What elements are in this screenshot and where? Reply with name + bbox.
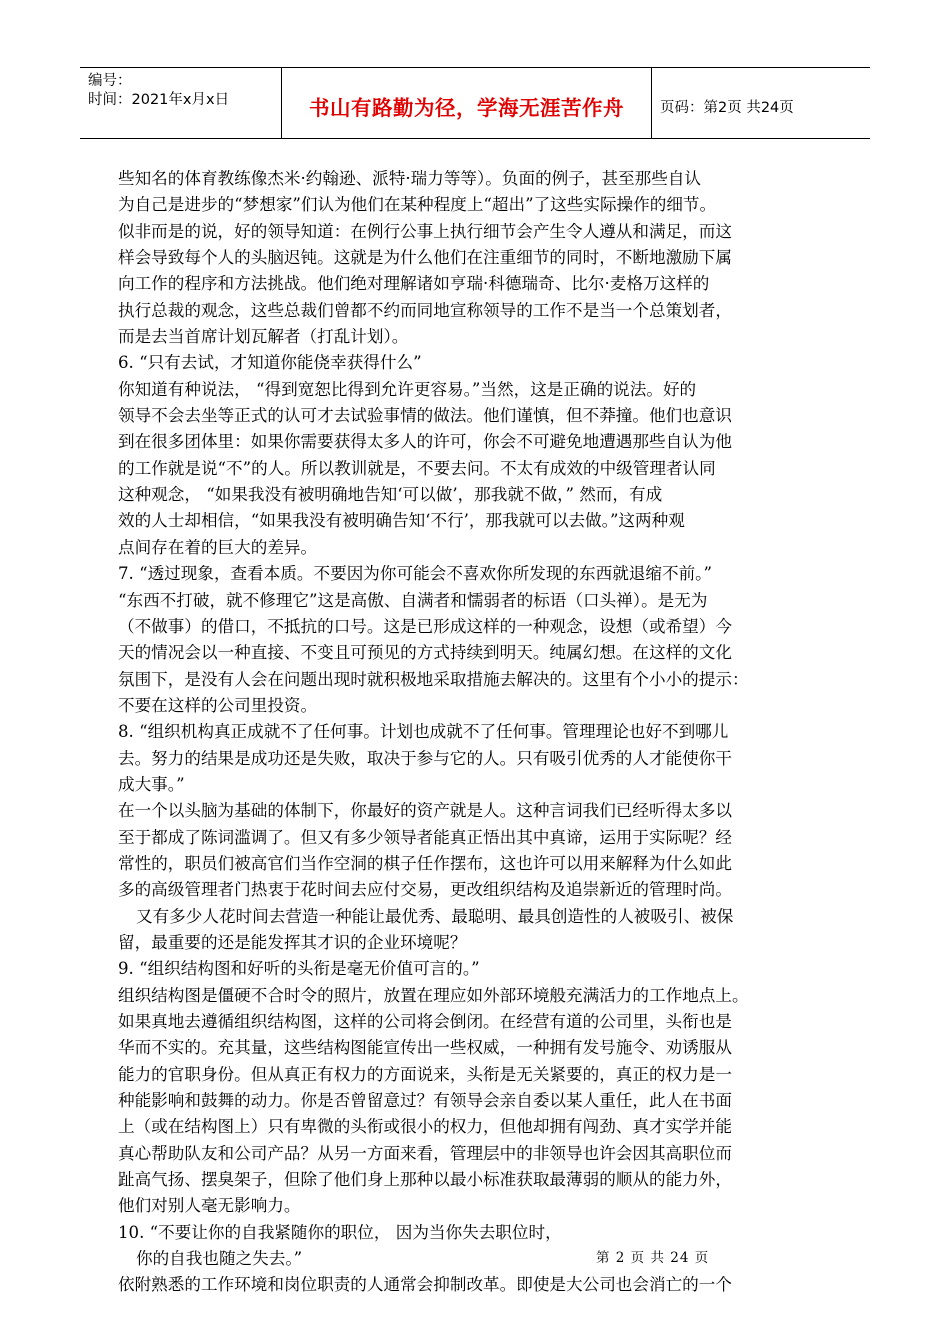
body-line: 氛围下，是没有人会在问题出现时就积极地采取措施去解决的。这里有个小小的提示： [118, 669, 749, 689]
body-line: 效的人士却相信，“如果我没有被明确告知‘不行’，那我就可以去做。”这两种观 [118, 511, 685, 531]
section-heading-6: 6. “只有去试，才知道你能侥幸获得什么” [118, 353, 422, 373]
header-page-cell [652, 68, 870, 138]
header-motto: 书山有路勤为径，学海无涯苦作舟 [309, 96, 624, 120]
body-line: 能力的官职身份。但从真正有权力的方面说来，头衔是无关紧要的，真正的权力是一 [118, 1064, 732, 1084]
body-line: 华而不实的。充其量，这些结构图能宣传出一些权威，一种拥有发号施令、劝诱服从 [118, 1038, 732, 1058]
body-line: 而是去当首席计划瓦解者（打乱计划）。 [118, 327, 409, 347]
body-line: （不做事）的借口，不抵抗的口号。这是已形成这样的一种观念，设想（或希望）今 [118, 616, 732, 636]
page-footer: 第 2 页 共 24 页 [596, 1250, 710, 1266]
body-line: 为自己是进步的“梦想家”们认为他们在某种程度上“超出”了这些实际操作的细节。 [118, 195, 717, 215]
body-line: 上（或在结构图上）只有卑微的头衔或很小的权力，但他却拥有闯劲、真才实学并能 [118, 1117, 732, 1137]
section-heading-9: 9. “组织结构图和好听的头衔是毫无价值可言的。” [118, 959, 480, 979]
body-line: 你知道有种说法， “得到宽恕比得到允许更容易。”当然，这是正确的说法。好的 [118, 379, 697, 399]
section-heading-8: 8. “组织机构真正成就不了任何事。计划也成就不了任何事。管理理论也好不到哪儿 [118, 722, 729, 742]
section-heading-7: 7. “透过现象，查看本质。不要因为你可能会不喜欢你所发现的东西就退缩不前。” [118, 564, 712, 584]
body-line: 又有多少人花时间去营造一种能让最优秀、最聪明、最具创造性的人被吸引、被保 [136, 906, 734, 926]
body-line: 至于都成了陈词滥调了。但又有多少领导者能真正悟出其中真谛，运用于实际呢？经 [118, 827, 732, 847]
section-heading-10: 10. “不要让你的自我紧随你的职位， 因为当你失去职位时， [118, 1222, 562, 1242]
body-line: 多的高级管理者门热衷于花时间去应付交易，更改组织结构及追崇新近的管理时尚。 [118, 880, 732, 900]
body-line: 成大事。” [118, 774, 185, 794]
body-line: 领导不会去坐等正式的认可才去试验事情的做法。他们谨慎，但不莽撞。他们也意识 [118, 406, 732, 426]
body-line: 趾高气扬、摆臭架子，但除了他们身上那种以最小标准获取最薄弱的顺从的能力外， [118, 1170, 732, 1190]
body-line: 的工作就是说“不”的人。所以教训就是，不要去问。不太有成效的中级管理者认同 [118, 458, 716, 478]
body-line: 似非而是的说，好的领导知道：在例行公事上执行细节会产生令人遵从和满足，而这 [118, 221, 732, 241]
document-time-label: 时间：2021年x月x日 [88, 92, 230, 108]
body-line: 他们对别人毫无影响力。 [118, 1196, 301, 1216]
body-line: 留，最重要的还是能发挥其才识的企业环境呢？ [118, 932, 467, 952]
body-line: 真心帮助队友和公司产品？从另一方面来看，管理层中的非领导也许会因其高职位而 [118, 1143, 732, 1163]
body-line: 到在很多团体里：如果你需要获得太多人的许可，你会不可避免地遭遇那些自认为他 [118, 432, 732, 452]
body-line: 如果真地去遵循组织结构图，这样的公司将会倒闭。在经营有道的公司里，头衔也是 [118, 1012, 732, 1031]
body-line: 不要在这样的公司里投资。 [118, 695, 318, 715]
document-body [118, 166, 834, 1299]
document-number-label: 编号： [88, 73, 132, 89]
body-line: 些知名的体育教练像杰米·约翰逊、派特·瑞力等等）。负面的例子，甚至那些自认 [118, 169, 702, 188]
page-header [80, 67, 870, 139]
body-line: 去。努力的结果是成功还是失败，取决于参与它的人。只有吸引优秀的人才能使你干 [118, 748, 732, 768]
header-motto-cell [282, 68, 652, 138]
body-line: 组织结构图是僵硬不合时令的照片，放置在理应如外部环境般充满活力的工作地点上。 [118, 985, 749, 1005]
body-line: 常性的，职员们被高官们当作空洞的棋子任作摆布，这也许可以用来解释为什么如此 [118, 853, 732, 873]
body-line: 依附熟悉的工作环境和岗位职责的人通常会抑制改革。即使是大公司也会消亡的一个 [118, 1275, 732, 1295]
body-line: 你的自我也随之失去。” [136, 1249, 303, 1269]
body-line: 天的情况会以一种直接、不变且可预见的方式持续到明天。纯属幻想。在这样的文化 [118, 643, 732, 663]
body-line: “东西不打破，就不修理它”这是高傲、自满者和懦弱者的标语（口头禅）。是无为 [118, 590, 708, 610]
body-line: 点间存在着的巨大的差异。 [118, 537, 318, 557]
body-line: 执行总裁的观念，这些总裁们曾都不约而同地宣称领导的工作不是当一个总策划者， [118, 300, 732, 320]
body-line: 种能影响和鼓舞的动力。你是否曾留意过？有领导会亲自委以某人重任，此人在书面 [118, 1091, 732, 1111]
body-line: 向工作的程序和方法挑战。他们绝对理解诸如亨瑞·科德瑞奇、比尔·麦格万这样的 [118, 274, 710, 294]
header-page-number: 页码：第2页 共24页 [660, 99, 794, 116]
header-meta [80, 68, 282, 138]
body-line: 在一个以头脑为基础的体制下，你最好的资产就是人。这种言词我们已经听得太多以 [118, 801, 732, 821]
body-line: 样会导致每个人的头脑迟钝。这就是为什么他们在注重细节的同时，不断地激励下属 [118, 248, 732, 268]
body-line: 这种观念， “如果我没有被明确地告知‘可以做’，那我就不做，” 然而，有成 [118, 485, 663, 505]
